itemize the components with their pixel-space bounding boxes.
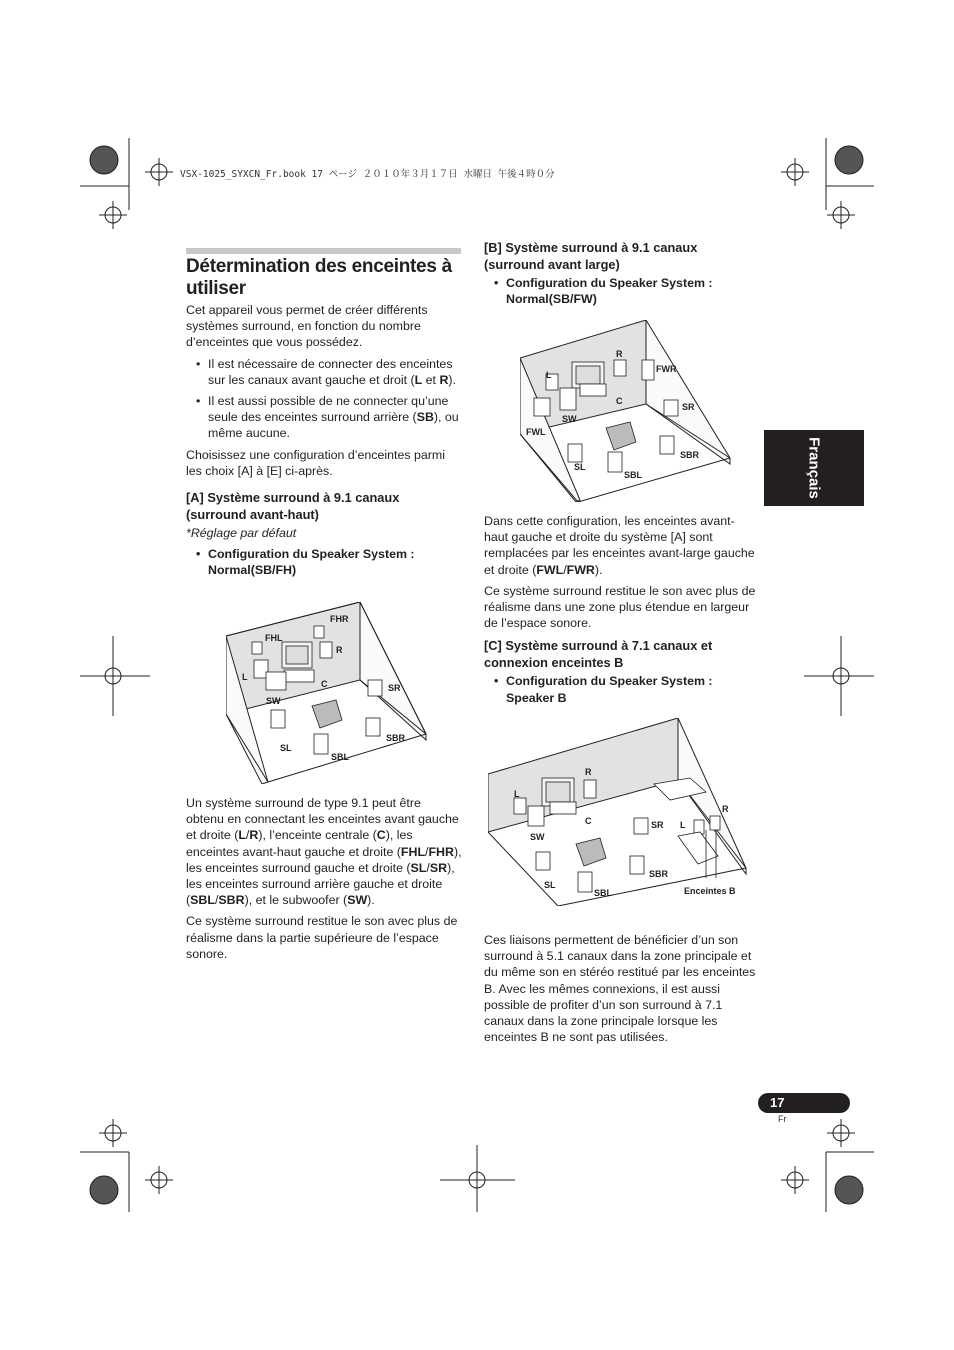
page-number: 17	[770, 1095, 785, 1110]
label-c: C	[321, 679, 328, 689]
config-item-c: • Configuration du Speaker System : Speaker B	[484, 673, 758, 705]
config-list-c	[484, 673, 758, 705]
label-sw: SW	[562, 414, 577, 424]
section-b-paragraph: Dans cette configuration, les enceintes avant-haut gauche et droite du système [A] sont remplacées par les enceintes avant-large gauche et droite (FWL/FWR).	[484, 514, 755, 577]
label-r: R	[616, 349, 623, 359]
config-item-a: • Configuration du Speaker System : Normal(SB/FH)	[186, 546, 461, 578]
label-fhr: FHR	[330, 614, 349, 624]
right-column-top	[484, 239, 756, 312]
choose-paragraph: Choisissez une configuration d’enceintes parmi les choix [A] à [E] ci-après.	[186, 447, 445, 478]
left-column-top	[186, 302, 461, 584]
label-fhl: FHL	[265, 633, 283, 643]
config-list-b	[484, 275, 756, 307]
label-sbl: SBL	[624, 470, 642, 480]
page-language-code: Fr	[778, 1114, 787, 1124]
config-item-b: • Configuration du Speaker System : Normal(SB/FW)	[484, 275, 756, 307]
right-column-bottom	[484, 932, 758, 1050]
language-tab-label: Français	[805, 437, 823, 499]
page-title: Détermination des enceintes à utiliser	[186, 256, 452, 299]
label-sw: SW	[266, 696, 281, 706]
section-c-paragraph: Ces liaisons permettent de bénéficier d’un son surround à 5.1 canaux dans la zone principale et du même son en stéréo restitué par les enceintes B. Avec les mêmes connexions, il est aussi possible de profiter d’un son surround à 7.1 canaux dans la zone principale lorsque les enceintes B ne sont pas utilisées.	[484, 933, 756, 1045]
section-bar	[186, 248, 461, 254]
section-b-paragraph-2: Ce système surround restitue le son avec plus de réalisme dans une zone plus étendue en largeur de l’espace sonore.	[484, 583, 756, 631]
diagram-a	[226, 602, 431, 784]
section-c-title: [C] Système surround à 7.1 canaux et connexion enceintes B	[484, 638, 713, 671]
section-a-title: [A] Système surround à 9.1 canaux (surround avant-haut)	[186, 490, 400, 523]
label-sr: SR	[651, 820, 664, 830]
diagram-b	[520, 320, 732, 502]
diagram-c	[488, 718, 750, 906]
label-l: L	[514, 789, 520, 799]
label-sl: SL	[574, 462, 586, 472]
label-sbr: SBR	[680, 450, 700, 460]
label-sr: SR	[388, 683, 401, 693]
label-c: C	[616, 396, 623, 406]
label-sbl: SBL	[331, 752, 349, 762]
label-c: C	[585, 816, 592, 826]
label-sl: SL	[544, 880, 556, 890]
default-note: *Réglage par défaut	[186, 526, 297, 541]
list-item: • Il est aussi possible de ne connecter qu’une seule des enceintes surround arrière (SB), ou même aucune.	[186, 393, 461, 442]
label-l: L	[546, 370, 552, 380]
label-sbl: SBL	[594, 888, 612, 898]
label-r: R	[585, 767, 592, 777]
print-header: VSX-1025_SYXCN_Fr.book 17 ページ ２０１０年３月１７日 水曜日 午後４時０分	[180, 169, 555, 180]
label-fwl: FWL	[526, 427, 546, 437]
label-sw: SW	[530, 832, 545, 842]
left-column-bottom	[186, 795, 462, 967]
label-sbr: SBR	[386, 733, 406, 743]
section-b-title: [B] Système surround à 9.1 canaux (surround avant large)	[484, 240, 698, 272]
label-l: L	[242, 672, 248, 682]
intro-paragraph: Cet appareil vous permet de créer différents systèmes surround, en fonction du nombre d’enceintes que vous possédez.	[186, 303, 428, 350]
label-sbr: SBR	[649, 869, 669, 879]
label-r: R	[336, 645, 343, 655]
right-column-mid	[484, 513, 758, 711]
intro-list	[186, 356, 461, 442]
config-list-a	[186, 546, 461, 578]
list-item: • Il est nécessaire de connecter des enceintes sur les canaux avant gauche et droit (L et R).	[186, 356, 461, 388]
label-speaker-b-l: L	[680, 820, 686, 830]
section-a-paragraph-2: Ce système surround restitue le son avec plus de réalisme dans la partie supérieure de l’espace sonore.	[186, 914, 458, 961]
language-tab	[764, 430, 864, 506]
label-sr: SR	[682, 402, 695, 412]
section-a-paragraph: Un système surround de type 9.1 peut être obtenu en connectant les enceintes avant gauche et droite (L/R), l’enceinte centrale (C), les enceintes avant-haut gauche et droite (FHL/FHR), les enceintes surround gauche et droite (SL/SR), les enceintes surround arrière gauche et droite (SBL/SBR), et le subwoofer (SW).	[186, 796, 462, 908]
label-fwr: FWR	[656, 364, 677, 374]
label-sl: SL	[280, 743, 292, 753]
page-number-badge	[758, 1093, 850, 1113]
label-enceintes-b: Enceintes B	[684, 886, 736, 896]
label-speaker-b-r: R	[722, 804, 729, 814]
